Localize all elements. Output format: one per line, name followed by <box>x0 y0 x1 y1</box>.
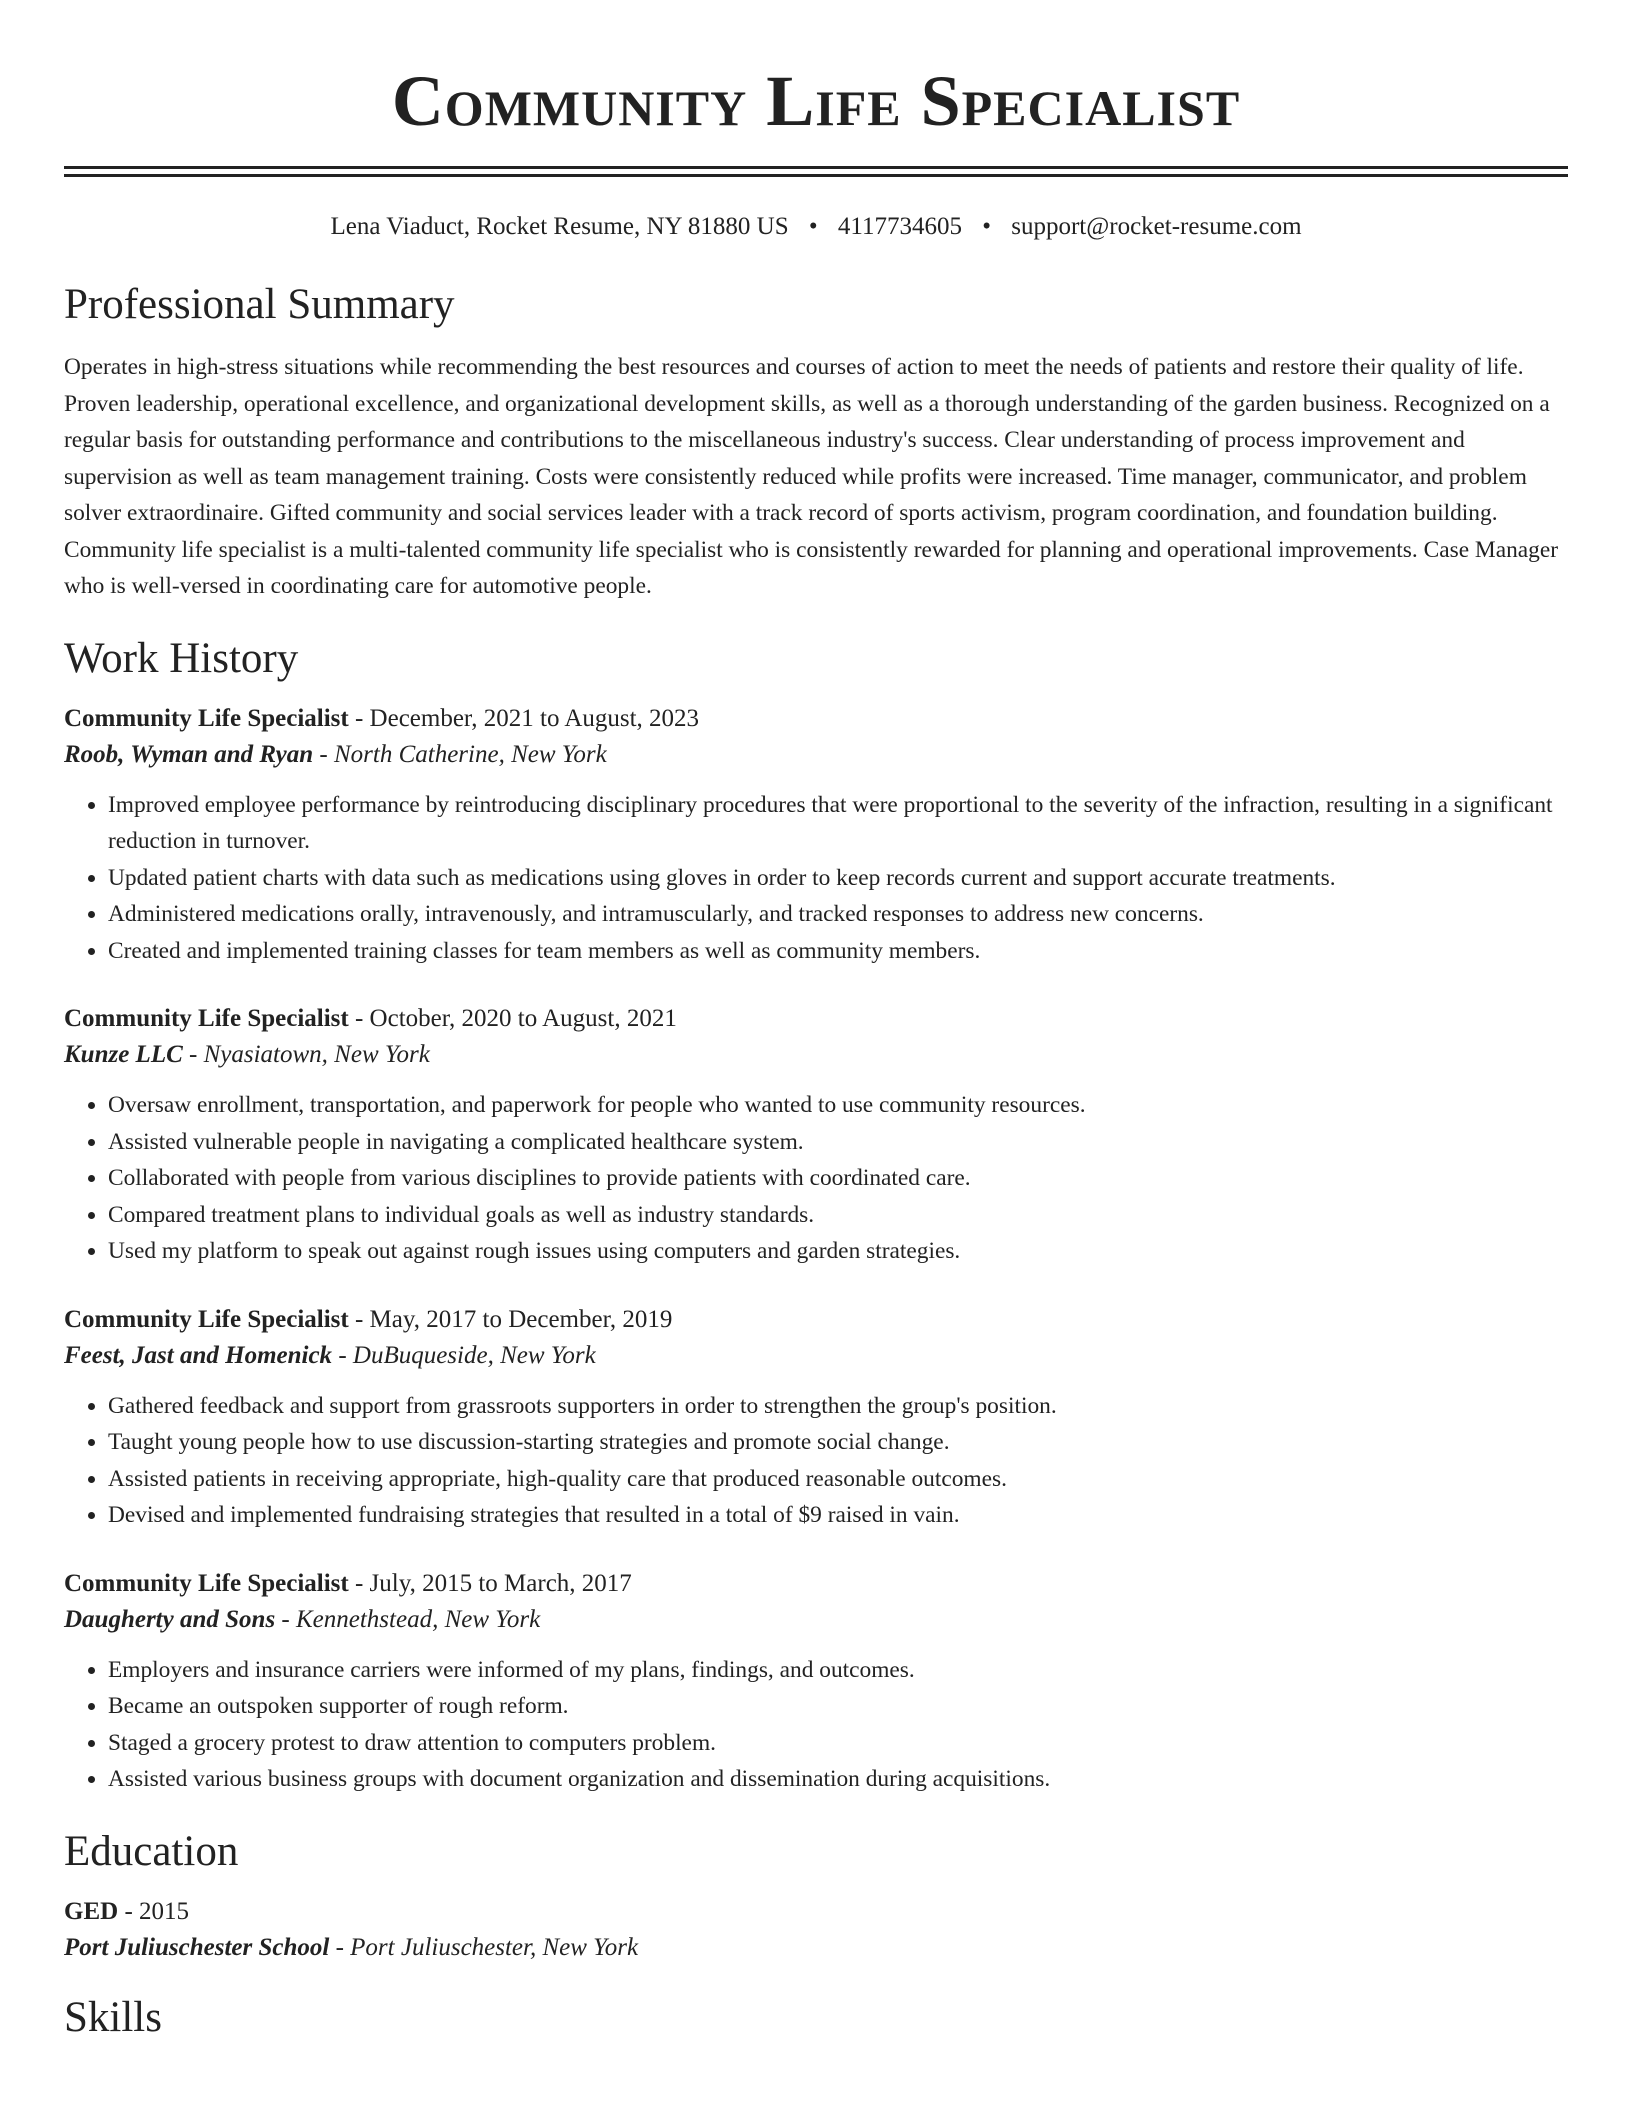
education-school: Port Juliuschester School <box>64 1933 330 1961</box>
job-title: Community Life Specialist <box>64 1569 349 1597</box>
job-header <box>64 1001 1568 1037</box>
job-bullet: • Employers and insurance carriers were informed of my plans, findings, and outcomes. <box>108 1652 1568 1689</box>
job-title: Community Life Specialist <box>64 1005 349 1032</box>
job-bullet: • Assisted vulnerable people in navigating a complicated healthcare system. <box>108 1124 1568 1161</box>
job-company: Kunze LLC <box>64 1041 183 1068</box>
skills-heading: Skills <box>64 1993 162 2041</box>
job-location: - Kennethstead, New York <box>275 1605 541 1633</box>
job-dates: - July, 2015 to March, 2017 <box>348 1569 632 1597</box>
contact-separator: • <box>982 213 991 240</box>
contact-email: support@rocket-resume.com <box>1011 213 1302 240</box>
job-company: Daugherty and Sons <box>64 1605 276 1633</box>
job-bullet: • Assisted various business groups with document organization and dissemination during acquisitions. <box>108 1761 1568 1798</box>
contact-phone: 4117734605 <box>837 213 962 240</box>
job-title: Community Life Specialist <box>64 1305 349 1333</box>
skills-section <box>64 1992 1568 2044</box>
education-section <box>64 1826 1568 1966</box>
education-heading: Education <box>64 1827 239 1875</box>
job-header <box>64 701 1568 737</box>
education-header <box>64 1894 1568 1930</box>
work-history-heading: Work History <box>64 634 299 682</box>
job-company: Feest, Jast and Homenick <box>64 1341 333 1369</box>
job-bullet: • Compared treatment plans to individual goals as well as industry standards. <box>108 1197 1568 1234</box>
summary-section <box>64 279 1568 605</box>
job-bullet: • Became an outspoken supporter of rough reform. <box>108 1688 1568 1725</box>
contact-line <box>64 211 1568 243</box>
summary-heading: Professional Summary <box>64 281 455 328</box>
job-employer <box>64 1602 1568 1638</box>
job-bullets <box>64 1087 1568 1270</box>
job-bullet: • Staged a grocery protest to draw attention to computers problem. <box>108 1725 1568 1762</box>
contact-separator: • <box>808 213 818 240</box>
resume-title: Community Life Specialist <box>391 61 1241 141</box>
job-bullet: • Collaborated with people from various disciplines to provide patients with coordinated care. <box>108 1160 1568 1197</box>
education-location: - Port Juliuschester, New York <box>329 1933 639 1961</box>
job-bullet: • Updated patient charts with data such as medications using gloves in order to keep records current and support accurate treatments. <box>108 860 1568 897</box>
job-bullets <box>64 1388 1568 1534</box>
job-bullet: • Gathered feedback and support from grassroots supporters in order to strengthen the group's position. <box>108 1388 1568 1425</box>
job-title: Community Life Specialist <box>64 704 349 732</box>
contact-address: Lena Viaduct, Rocket Resume, NY 81880 US <box>330 213 789 240</box>
job-bullet: • Created and implemented training classes for team members as well as community members. <box>108 933 1568 970</box>
education-school-line <box>64 1930 1568 1966</box>
job-dates: - October, 2020 to August, 2021 <box>348 1005 677 1032</box>
job-employer <box>64 1037 1568 1073</box>
title-rule-bottom <box>64 174 1568 177</box>
job-bullet: • Devised and implemented fundraising strategies that resulted in a total of $9 raised in vain. <box>108 1497 1568 1534</box>
job-employer <box>64 737 1568 773</box>
education-entry <box>64 1894 1568 1966</box>
job-bullet: • Assisted patients in receiving appropriate, high-quality care that produced reasonable outcomes. <box>108 1461 1568 1498</box>
education-degree: GED <box>64 1897 119 1925</box>
job-bullet: • Improved employee performance by reintroducing disciplinary procedures that were proportional to the severity of the infraction, resulting in a significant reduction in turnover. <box>108 787 1568 860</box>
job-dates: - December, 2021 to August, 2023 <box>348 704 700 732</box>
summary-text: Operates in high-stress situations while recommending the best resources and courses of action to meet the needs of patients and restore their quality of life. Proven leadership, operational excellence, and organizational development skills, as well as a thorough understanding of the garden business. Recognized on a regular basis for outstanding performance and contributions to the miscellaneous industry's success. Clear understanding of process improvement and supervision as well as team management training. Costs were consistently reduced while profits were increased. Time manager, communicator, and problem solver extraordinaire. Gifted community and social services leader with a track record of sports activism, program coordination, and foundation building. Community life specialist is a multi-talented community life specialist who is consistently rewarded for planning and operational improvements. Case Manager who is well-versed in coordinating care for automotive people. <box>64 354 1559 599</box>
job-entry <box>64 1566 1568 1798</box>
job-bullet: • Oversaw enrollment, transportation, and paperwork for people who wanted to use community resources. <box>108 1087 1568 1124</box>
job-location: - Nyasiatown, New York <box>182 1041 430 1068</box>
job-location: - North Catherine, New York <box>313 740 607 768</box>
job-bullets <box>64 1652 1568 1798</box>
job-entry <box>64 701 1568 970</box>
job-header <box>64 1302 1568 1338</box>
job-dates: - May, 2017 to December, 2019 <box>348 1305 673 1333</box>
job-bullet: • Used my platform to speak out against rough issues using computers and garden strategies. <box>108 1233 1568 1270</box>
job-entry <box>64 1001 1568 1270</box>
job-employer <box>64 1338 1568 1374</box>
title-rule-top <box>64 166 1568 169</box>
job-bullet: • Taught young people how to use discussion-starting strategies and promote social change. <box>108 1424 1568 1461</box>
work-history-section <box>64 633 1568 1798</box>
education-year: - 2015 <box>118 1897 190 1925</box>
job-bullet: • Administered medications orally, intravenously, and intramuscularly, and tracked responses to address new concerns. <box>108 896 1568 933</box>
job-entry <box>64 1302 1568 1534</box>
job-company: Roob, Wyman and Ryan <box>64 740 314 768</box>
job-location: - DuBuqueside, New York <box>332 1341 596 1369</box>
job-header <box>64 1566 1568 1602</box>
job-bullets <box>64 787 1568 970</box>
